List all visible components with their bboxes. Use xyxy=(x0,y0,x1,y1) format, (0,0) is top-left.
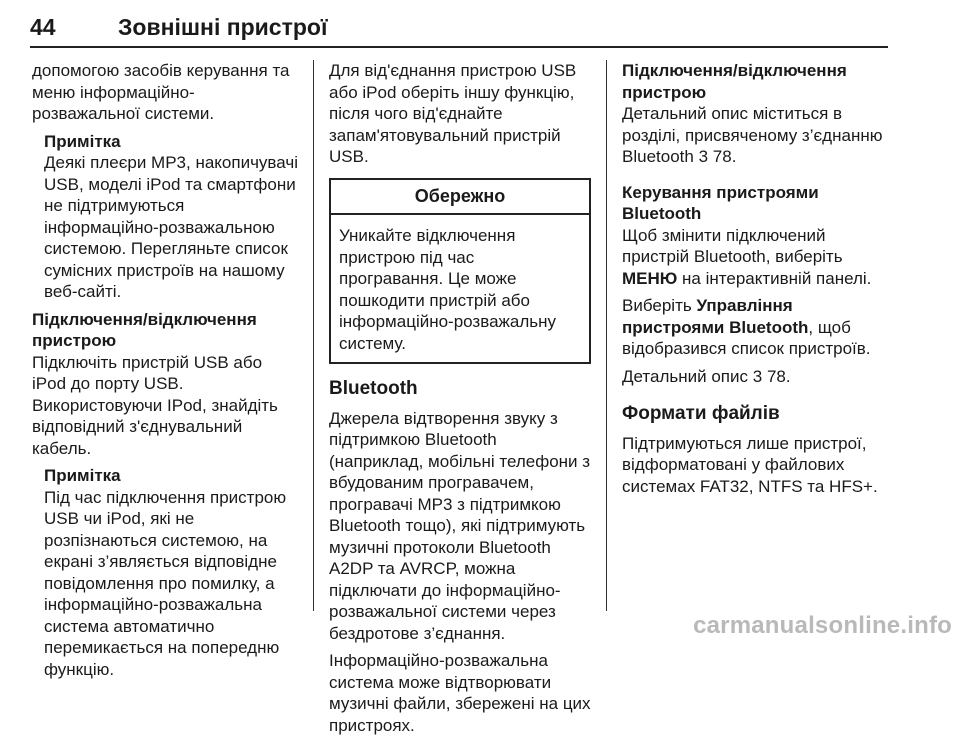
note-2-title: Примітка xyxy=(44,466,121,485)
bluetooth-paragraph-2: Інформаційно-розважальна система може відтворювати музичні файли, збережені на цих пристроях. xyxy=(329,651,591,735)
bt-connect-paragraph xyxy=(622,103,892,168)
page-number: 44 xyxy=(30,14,56,40)
menu-label: МЕНЮ xyxy=(622,268,678,288)
connect-heading: Підключення/відключення пристрою xyxy=(32,309,257,350)
page-ref-icon: 3 xyxy=(698,147,709,166)
bluetooth-heading: Bluetooth xyxy=(329,378,418,399)
select-text-b: , щоб відобразився список пристроїв. xyxy=(622,317,871,358)
note-1 xyxy=(32,131,300,303)
intro-paragraph: допомогою засобів керування та меню інформаційно-розважальної системи. xyxy=(32,61,290,123)
page-title: Зовнішні пристрої xyxy=(118,14,328,40)
detail-paragraph xyxy=(622,366,892,388)
column-divider-1 xyxy=(313,60,314,611)
caution-text: Уникайте відключення пристрою під час програвання. Це може пошкодити пристрій або інформаційно-розважальну систему. xyxy=(339,226,557,353)
page-ref: 78. xyxy=(766,366,791,386)
select-paragraph xyxy=(622,295,892,360)
note-1-text: Деякі плеєри MP3, накопичувачі USB, моделі iPod та смартфони не підтримуються інформаційно-розважальною системою. Перегляньте список сумісних пристроїв на нашому веб-сайті. xyxy=(44,153,298,301)
page-ref: 78. xyxy=(712,147,737,166)
note-2 xyxy=(32,465,300,680)
note-2-text: Під час підключення пристрою USB чи iPod, які не розпізнаються системою, на екрані з’являється відповідне повідомлення про помилку, а інформаційно-розважальна система автоматично перемикається на попередню функцію. xyxy=(44,487,287,679)
manage-heading: Керування пристроями Bluetooth xyxy=(622,182,819,223)
column-divider-2 xyxy=(606,60,607,611)
formats-heading: Формати файлів xyxy=(622,403,780,424)
select-text-a: Виберіть xyxy=(622,296,697,315)
manage-devices-label: Управління пристроями Bluetooth xyxy=(622,296,809,337)
manage-text-a: Щоб змінити підключений пристрій Bluetooth, виберіть xyxy=(622,225,843,266)
detail-text: Детальний опис xyxy=(622,366,748,386)
manage-text-b: на інтерактивній панелі. xyxy=(677,268,872,288)
bt-connect-heading: Підключення/відключення пристрою xyxy=(622,61,847,102)
watermark: carmanualsonline.info xyxy=(693,612,952,639)
page-ref-icon: 3 xyxy=(752,366,763,386)
note-1-title: Примітка xyxy=(44,131,121,151)
disconnect-paragraph: Для від'єднання пристрою USB або iPod оберіть іншу функцію, після чого від'єднайте запам'ятовувальний пристрій USB. xyxy=(329,61,577,166)
bt-connect-text: Детальний опис міститься в розділі, присвяченому з’єднанню Bluetooth xyxy=(622,104,883,166)
column-3 xyxy=(622,60,892,503)
header-rule xyxy=(30,46,888,48)
caution-title: Обережно xyxy=(331,180,589,216)
formats-paragraph: Підтримуються лише пристрої, відформатовані у файлових системах FAT32, NTFS та HFS+. xyxy=(622,433,878,496)
bluetooth-paragraph-1: Джерела відтворення звуку з підтримкою Bluetooth (наприклад, мобільні телефони з вбудованим програвачем, програвачі MP3 з підтримкою Bluetooth тощо), які підтримують музичні протоколи Bluetooth A2DP та AVRCP, можна підключати до інформаційно-розважальної системи через бездротове з’єднання. xyxy=(329,408,591,643)
column-2 xyxy=(329,60,591,742)
manage-paragraph xyxy=(622,225,892,290)
connect-paragraph: Підключіть пристрій USB або iPod до порту USB. Використовуючи IPod, знайдіть відповідний з'єднувальний кабель. xyxy=(32,352,278,458)
column-1 xyxy=(32,60,300,686)
page-header xyxy=(30,14,900,44)
caution-box xyxy=(329,178,591,365)
